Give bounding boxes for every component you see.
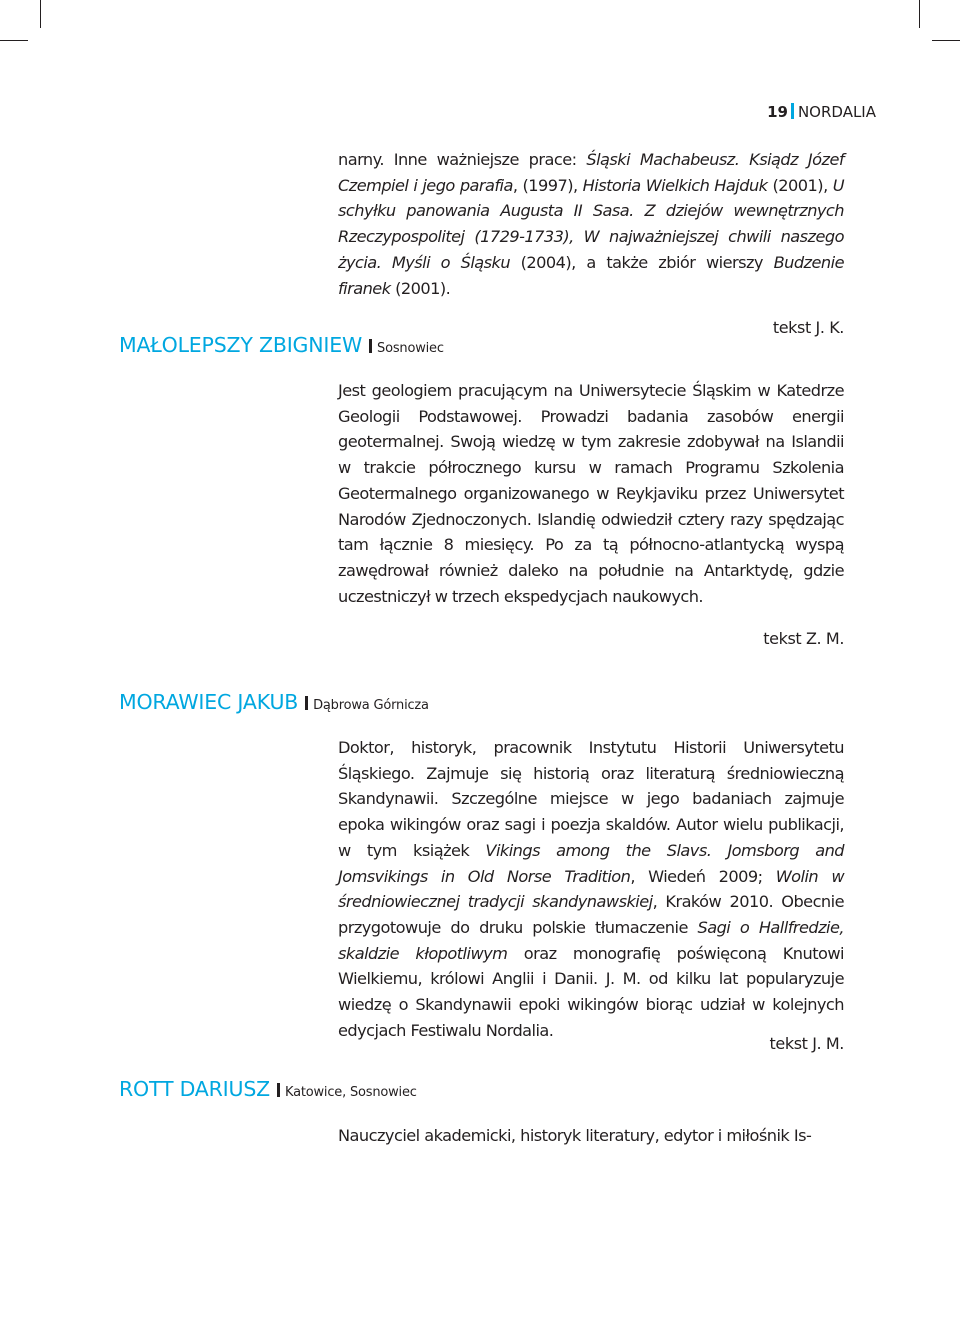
person-name: MAŁOLEPSZY ZBIGNIEW [119, 333, 363, 357]
entry-heading [119, 690, 429, 718]
bio-text: , Kraków 2010. Obecnie przygotowuje do druku polskie tłumaczenie [338, 892, 844, 937]
author-credit: tekst J. K. [772, 318, 844, 337]
entry-heading [119, 333, 444, 361]
intro-title-italic: Historia Wielkich Hajduk [582, 175, 768, 195]
book-title-italic: Vikings among the Slavs. Jomsborg and Jomsvikings in Old Norse Tradition [338, 840, 845, 886]
entry-heading [119, 1077, 417, 1105]
intro-text: narny. Inne ważniejsze prace: [338, 150, 587, 169]
intro-title-italic: Budzenie firanek [338, 252, 844, 298]
intro-title-italic: U schyłku panowania Augusta II Sasa. Z dziejów wewnętrznych Rzeczypospolitej (1729-1733), W najważniejszej chwili naszego życia. Myśli o Śląsku [338, 175, 844, 272]
bio-paragraph [338, 735, 844, 1043]
header-divider [791, 103, 794, 119]
person-city: Sosnowiec [377, 341, 444, 356]
intro-text: , (1997), [512, 175, 583, 195]
author-credit: tekst J. M. [769, 1034, 844, 1053]
crop-mark [932, 40, 960, 41]
person-city: Katowice, Sosnowiec [284, 1085, 417, 1100]
crop-mark [919, 0, 920, 28]
bio-paragraph: Jest geologiem pracującym na Uniwersytecie Śląskim w Katedrze Geologii Podstawowej. Prowadzi badania zasobów energii geotermalnej. Swoją wiedzę w tym zakresie zdobywał na Islandii w trakcie półrocznego kursu w ramach Programu Szkolenia Geotermalnego organizowanego w Reykjaviku przez Uniwersytet Narodów Zjednoczonych. Islandię odwiedził cztery razy spędzając tam łącznie 8 miesięcy. Po za tą północno-atlantycką wyspą zawędrował również daleko na południe na Antarktydę, gdzie uczestniczył w trzech ekspedycjach naukowych. [338, 381, 844, 606]
intro-text: (2004), a także zbiór wierszy [510, 252, 774, 272]
author-credit: tekst Z. M. [763, 629, 844, 648]
heading-divider [369, 339, 372, 353]
book-title-italic: Wolin w średniowiecznej tradycji skandynawskiej [338, 866, 845, 912]
bio-text: oraz monografię poświęconą Knutowi Wielkiemu, królowi Anglii i Danii. J. M. od kilku lat popularyzuje wiedzę o Skandynawii epoki wikingów biorąc udział w kolejnych edycjach Festiwalu Nordalia. [338, 943, 845, 1040]
heading-divider [305, 696, 308, 710]
page-number: 19 [767, 103, 788, 121]
bio-paragraph: Nauczyciel akademicki, historyk literatury, edytor i miłośnik Is- [338, 1126, 812, 1145]
intro-text: (2001), [767, 175, 833, 195]
intro-paragraph [338, 147, 844, 301]
bio-text: Doktor, historyk, pracownik Instytutu Historii Uniwersytetu Śląskiego. Zajmuje się historią oraz literaturą średniowieczną Skandynawii. Szczególne miejsce w jego badaniach zajmuje epoka wikingów oraz sagi i poezja skaldów. Autor wielu publikacji, w tym książek [338, 738, 844, 860]
intro-text: (2001). [390, 278, 451, 298]
crop-mark [40, 0, 41, 28]
header-title: NORDALIA [797, 103, 876, 121]
intro-title-italic: Śląski Machabeusz. Ksiądz Józef Czempiel i jego parafia [338, 150, 844, 195]
heading-divider [277, 1083, 280, 1097]
book-title-italic: Sagi o Hallfredzie, skaldzie kłopotliwym [338, 917, 844, 963]
bio-text: , Wiedeń 2009; [630, 866, 776, 886]
person-name: MORAWIEC JAKUB [119, 690, 299, 714]
crop-mark [0, 40, 28, 41]
person-name: ROTT DARIUSZ [119, 1077, 270, 1101]
running-header [767, 101, 876, 123]
person-city: Dąbrowa Górnicza [313, 698, 429, 713]
